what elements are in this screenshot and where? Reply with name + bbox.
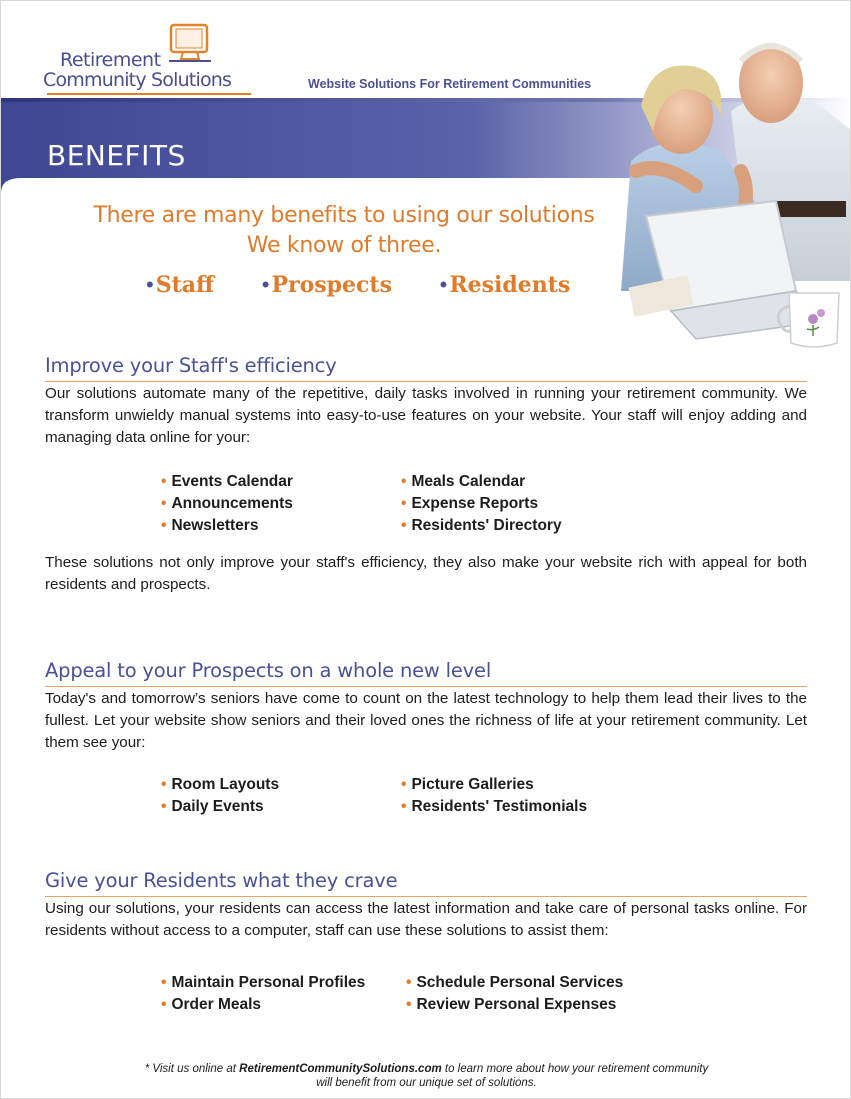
prospects-list-right — [401, 774, 587, 818]
bullet-icon: • — [161, 473, 167, 490]
bullet-icon: • — [401, 495, 407, 512]
list-item: • Residents' Directory — [401, 517, 562, 534]
bullet-icon: • — [161, 974, 167, 991]
bullet-icon: • — [401, 798, 407, 815]
logo-underline — [47, 93, 251, 95]
section-residents-title: Give your Residents what they crave — [45, 869, 398, 892]
computer-monitor-icon — [165, 23, 215, 63]
list-item: • Maintain Personal Profiles — [161, 974, 366, 991]
bullet-icon: • — [161, 798, 167, 815]
bullet-icon: • — [401, 776, 407, 793]
section-staff-title: Improve your Staff's efficiency — [45, 354, 337, 377]
header-tagline: Website Solutions For Retirement Communities — [308, 77, 592, 91]
couple-with-laptop-photo — [601, 21, 851, 351]
benefit-pillars — [146, 272, 610, 298]
section-staff-closing: These solutions not only improve your staff's efficiency, they also make your website rich with appeal for both residents and prospects. — [45, 554, 807, 593]
intro-line2: We know of three. — [246, 233, 442, 258]
list-item: • Newsletters — [161, 517, 259, 534]
section-staff-body: Our solutions automate many of the repetitive, daily tasks involved in running your retirement community. We transform unwieldy manual systems into easy-to-use features on your website. Your staff will enjoy adding and managing data online for your: — [45, 385, 807, 446]
banner-title: BENEFITS — [47, 139, 186, 172]
bullet-icon: • — [401, 517, 407, 534]
bullet-icon: • — [161, 495, 167, 512]
list-item: • Room Layouts — [161, 776, 280, 793]
list-item: • Expense Reports — [401, 495, 539, 512]
section-divider — [45, 381, 807, 382]
bullet-icon: • — [439, 272, 448, 297]
bullet-icon: • — [261, 272, 270, 297]
list-item: • Events Calendar — [161, 473, 293, 490]
staff-list-left — [161, 471, 293, 537]
list-item: • Schedule Personal Services — [406, 974, 624, 991]
section-divider — [45, 896, 807, 897]
website-link[interactable]: RetirementCommunitySolutions.com — [239, 1063, 442, 1075]
logo-text-line1: Retirement — [60, 49, 161, 71]
residents-list-right — [406, 972, 623, 1016]
company-logo — [43, 23, 263, 95]
list-item: • Review Personal Expenses — [406, 996, 617, 1013]
list-item: • Announcements — [161, 495, 293, 512]
bullet-icon: • — [406, 996, 412, 1013]
intro-heading — [41, 201, 647, 261]
list-item: • Picture Galleries — [401, 776, 534, 793]
list-item: • Residents' Testimonials — [401, 798, 588, 815]
bullet-icon: • — [161, 517, 167, 534]
bullet-icon: • — [161, 776, 167, 793]
prospects-list-left — [161, 774, 279, 818]
residents-list-left — [161, 972, 365, 1016]
section-prospects-title: Appeal to your Prospects on a whole new level — [45, 659, 492, 682]
list-item: • Daily Events — [161, 798, 264, 815]
bullet-icon: • — [161, 996, 167, 1013]
intro-line1: There are many benefits to using our solutions — [93, 203, 595, 228]
list-item: • Order Meals — [161, 996, 262, 1013]
pillar-residents: •Residents — [439, 272, 571, 298]
pillar-prospects: •Prospects — [261, 272, 392, 298]
footer-note: * Visit us online at RetirementCommunitySolutions.com to learn more about how your retirement community will benefit from our unique set of solutions. — [144, 1063, 709, 1089]
pillar-staff: •Staff — [146, 272, 215, 298]
section-residents-body: Using our solutions, your residents can access the latest information and take care of personal tasks online. For residents without access to a computer, staff can use these solutions to assist them: — [45, 900, 807, 939]
staff-list-right — [401, 471, 562, 537]
bullet-icon: • — [406, 974, 412, 991]
section-divider — [45, 686, 807, 687]
bullet-icon: • — [401, 473, 407, 490]
logo-text-line2: Community Solutions — [43, 69, 232, 91]
section-prospects-body: Today's and tomorrow’s seniors have come to count on the latest technology to help them lead their lives to the fullest. Let your website show seniors and their loved ones the richness of life at your retirement community. Let them see your: — [45, 690, 807, 751]
bullet-icon: • — [146, 272, 154, 297]
list-item: • Meals Calendar — [401, 473, 526, 490]
